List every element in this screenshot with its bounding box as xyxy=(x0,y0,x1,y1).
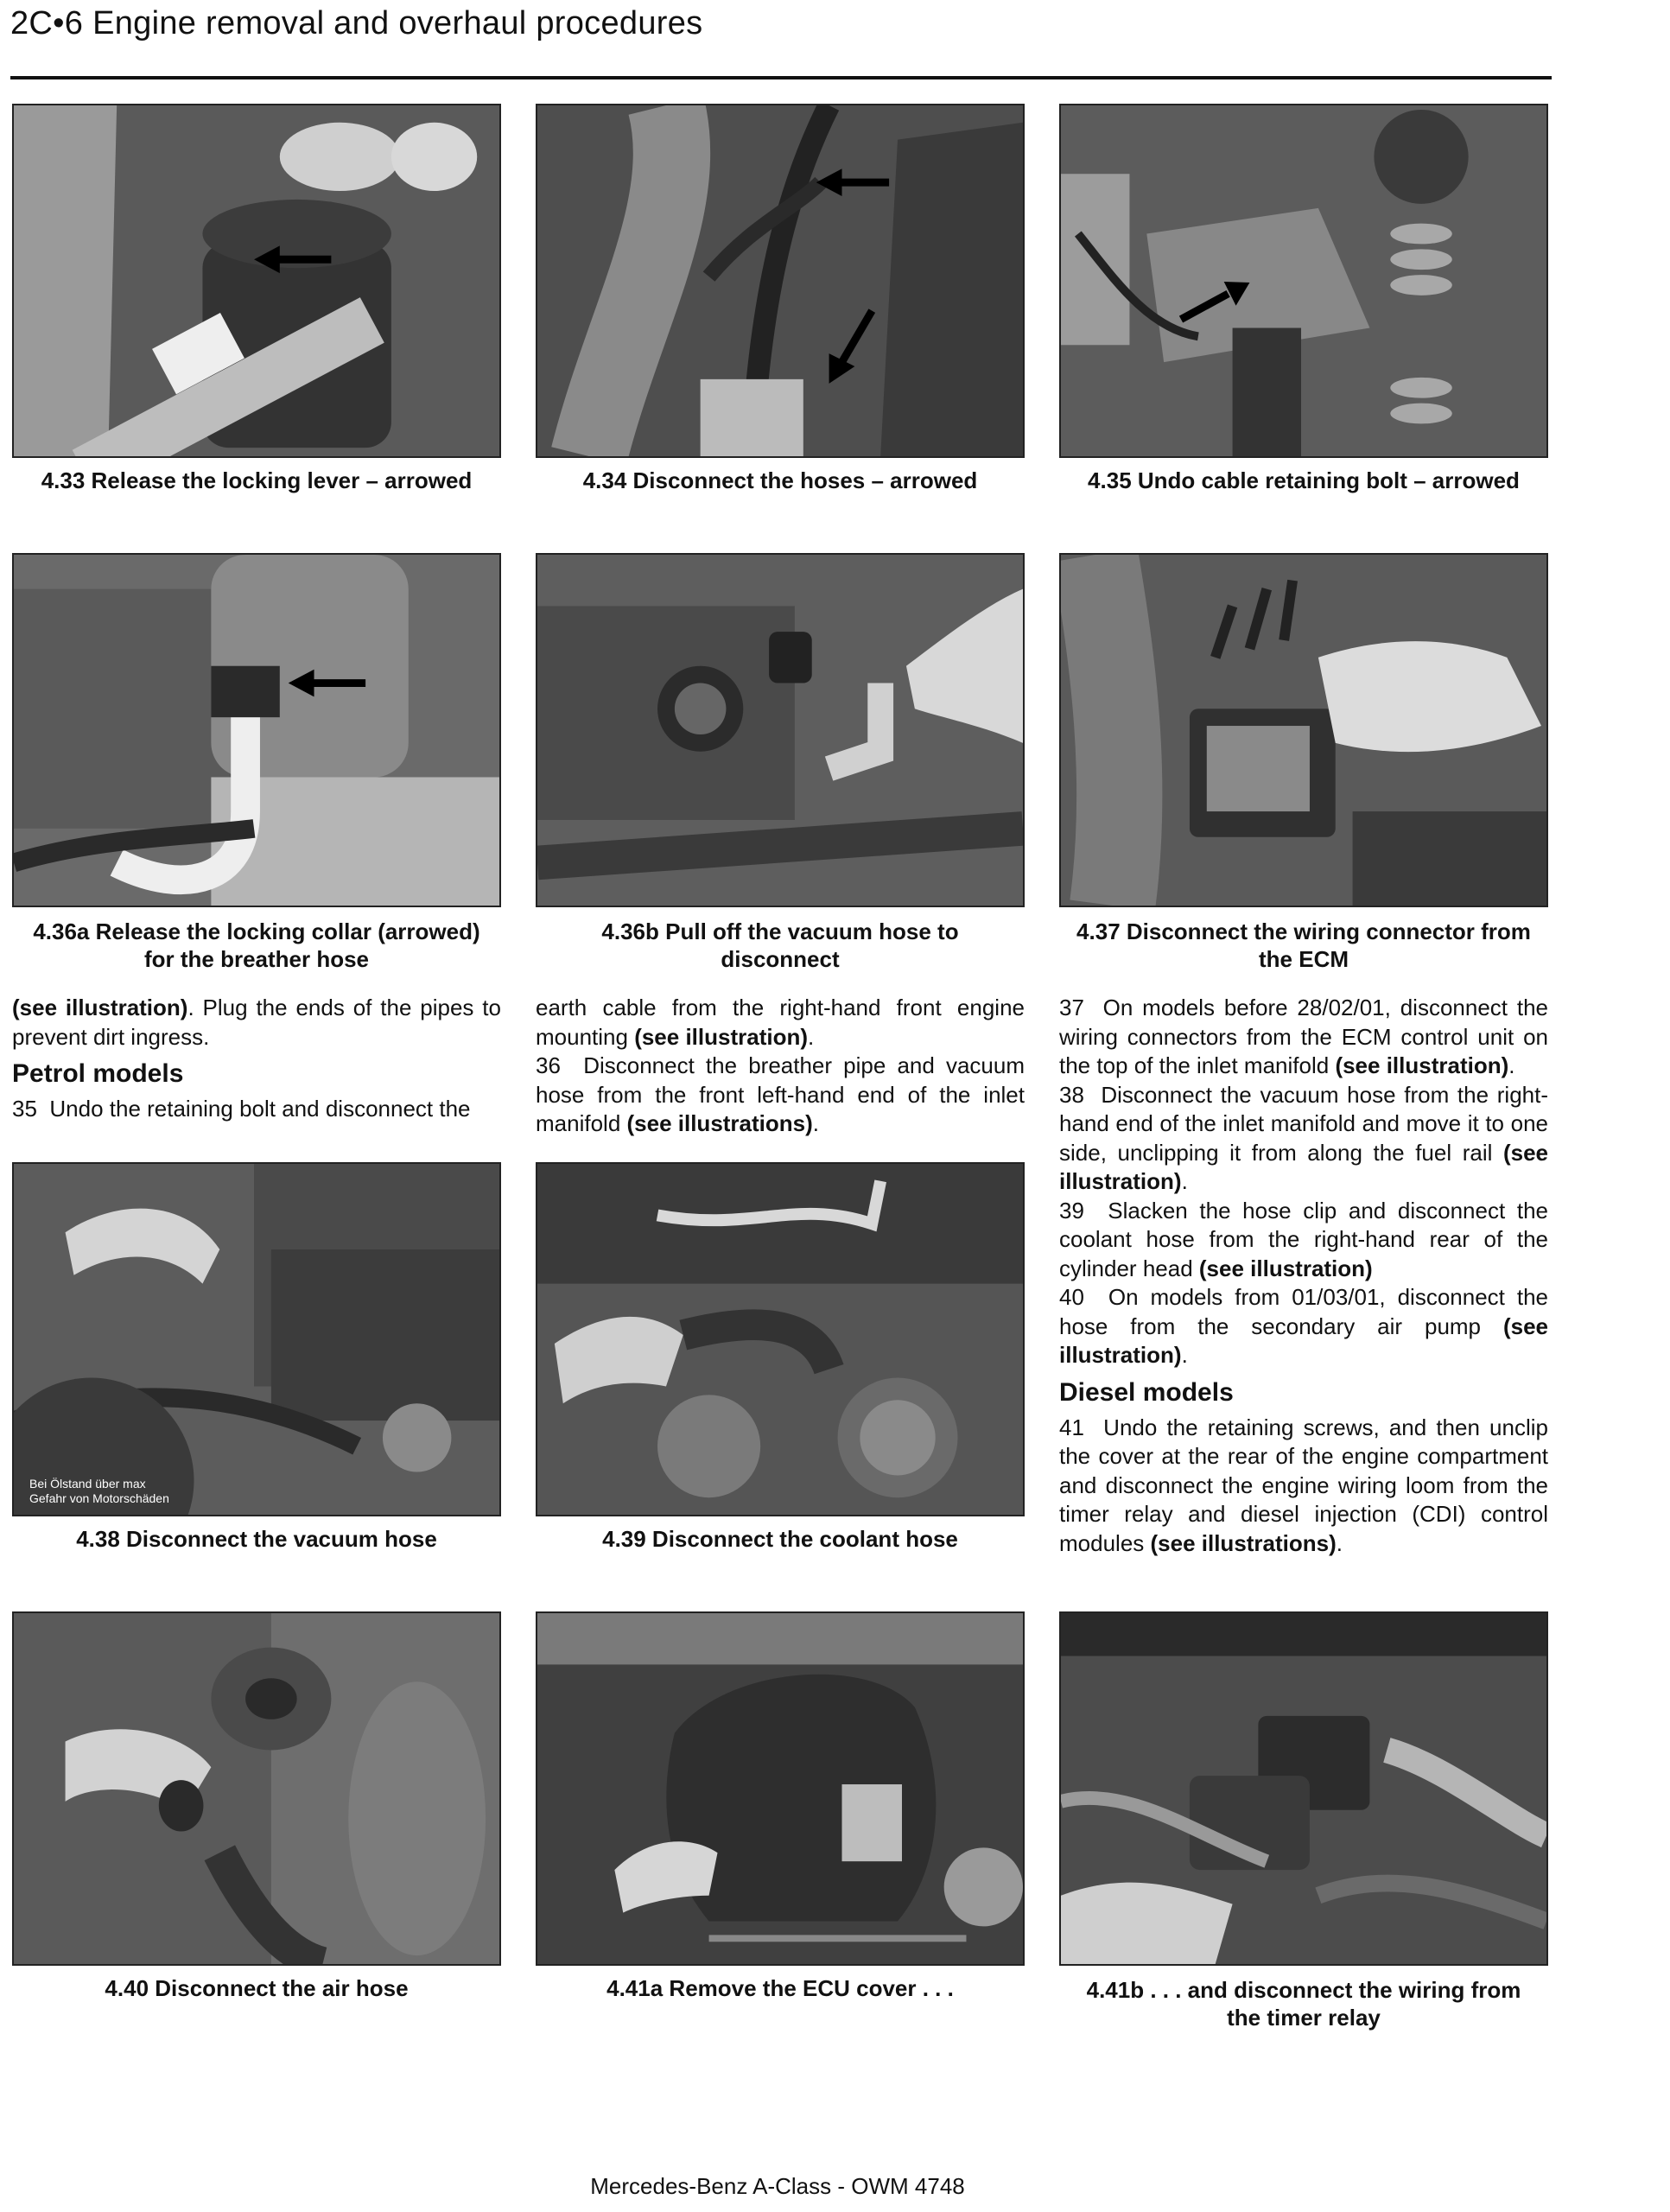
paragraph xyxy=(536,1052,1025,1139)
text-column-2 xyxy=(536,994,1025,1139)
photo-4-38 xyxy=(12,1162,501,1516)
punct: . xyxy=(1181,1342,1188,1368)
paragraph xyxy=(1059,1081,1548,1197)
bold-ref: (see illustration) xyxy=(634,1023,809,1050)
caption-line: for the breather hose xyxy=(143,946,370,972)
figure-caption: 4.41a Remove the ECU cover . . . xyxy=(606,1975,954,2001)
step-number: 39 xyxy=(1059,1197,1084,1224)
label-text xyxy=(29,1477,169,1506)
bold-ref: (see illustration) xyxy=(1335,1052,1509,1078)
figure-caption xyxy=(1059,918,1548,973)
step-number: 37 xyxy=(1059,995,1084,1020)
figure-caption xyxy=(12,918,501,973)
figure-4-39 xyxy=(536,1162,1025,1560)
bold-ref: (see illustration) xyxy=(1059,1313,1548,1368)
section-heading: Diesel models xyxy=(1059,1377,1234,1407)
caption-line: 4.41b . . . and disconnect the wiring from xyxy=(1086,1977,1521,2003)
photo-4-35 xyxy=(1059,104,1548,458)
step-number: 40 xyxy=(1059,1284,1084,1310)
figure-caption xyxy=(536,918,1025,973)
text-column-1 xyxy=(12,994,501,1124)
punct: . xyxy=(1508,1052,1515,1078)
paragraph-text: Disconnect the breather pipe and vacuum hose from the front left-hand end of the inlet manifold xyxy=(536,1052,1025,1136)
figure-4-41a xyxy=(536,1611,1025,2009)
figure-caption: 4.40 Disconnect the air hose xyxy=(105,1975,409,2001)
photo-4-41a xyxy=(536,1611,1025,1966)
text-column-3 xyxy=(1059,994,1548,1558)
step-number: 35 xyxy=(12,1096,37,1122)
figure-4-41b xyxy=(1059,1611,1548,2035)
photo-4-36b xyxy=(536,553,1025,907)
paragraph-text: earth cable from the right-hand front engine mounting xyxy=(536,995,1025,1050)
label-line: Gefahr von Motorschäden xyxy=(29,1491,169,1505)
paragraph xyxy=(1059,1414,1548,1559)
caption-line: disconnect xyxy=(721,946,840,972)
figure-4-33 xyxy=(12,104,501,501)
page-title: Engine removal and overhaul procedures xyxy=(92,5,703,41)
photo-4-41b xyxy=(1059,1611,1548,1966)
paragraph-text: Disconnect the vacuum hose from the right-hand end of the inlet manifold and move it to one side, unclipping it from along the fuel rail xyxy=(1059,1081,1549,1166)
paragraph-text: Undo the retaining bolt and disconnect the xyxy=(49,1096,471,1122)
punct: . xyxy=(808,1023,815,1050)
figure-4-37 xyxy=(1059,553,1548,976)
page-footer: Mercedes-Benz A-Class - OWM 4748 xyxy=(590,2173,965,2199)
paragraph-text: Slacken the hose clip and disconnect the coolant hose from the right-hand rear of the cylinder head xyxy=(1059,1197,1548,1281)
figure-caption: 4.34 Disconnect the hoses – arrowed xyxy=(582,467,978,493)
figure-caption xyxy=(1059,1976,1548,2031)
punct: . xyxy=(812,1110,820,1136)
figure-4-40 xyxy=(12,1611,501,2009)
bold-ref: (see illustration) xyxy=(12,995,188,1020)
paragraph xyxy=(1059,994,1548,1081)
page-header xyxy=(10,5,702,42)
photo-4-36a xyxy=(12,553,501,907)
paragraph xyxy=(1059,1197,1548,1284)
figure-caption: 4.35 Undo cable retaining bolt – arrowed xyxy=(1088,467,1520,493)
paragraph xyxy=(1059,1283,1548,1370)
paragraph-text: Undo the retaining screws, and then unclip the cover at the rear of the engine compartment and disconnect the engine wiring loom from the timer relay and diesel injection (CDI) control modules xyxy=(1059,1414,1548,1556)
step-number: 36 xyxy=(536,1052,561,1078)
caption-line: the timer relay xyxy=(1227,2005,1381,2031)
label-line: Bei Ölstand über max xyxy=(29,1477,146,1491)
figure-caption: 4.33 Release the locking lever – arrowed xyxy=(41,467,473,493)
paragraph-text: On models before 28/02/01, disconnect the wiring connectors from the ECM control unit on the top of the inlet manifold xyxy=(1059,995,1548,1078)
bold-ref: (see illustrations) xyxy=(1150,1529,1337,1556)
step-number: 38 xyxy=(1059,1081,1084,1108)
figure-4-34 xyxy=(536,104,1025,501)
paragraph xyxy=(536,994,1025,1052)
header-rule xyxy=(10,76,1552,79)
photo-4-37 xyxy=(1059,553,1548,907)
bold-ref: (see illustration) xyxy=(1198,1255,1373,1281)
figure-caption: 4.38 Disconnect the vacuum hose xyxy=(76,1526,437,1552)
caption-line: 4.37 Disconnect the wiring connector from xyxy=(1076,918,1531,944)
figure-4-36a xyxy=(12,553,501,976)
photo-4-33 xyxy=(12,104,501,458)
paragraph-text: . Plug the ends of the pipes to prevent dirt ingress. xyxy=(12,995,501,1050)
figure-4-38 xyxy=(12,1162,501,1560)
photo-4-39 xyxy=(536,1162,1025,1516)
paragraph xyxy=(12,1095,501,1124)
caption-line: 4.36a Release the locking collar (arrowed) xyxy=(33,918,480,944)
figure-4-35 xyxy=(1059,104,1548,501)
page-id: 2C•6 xyxy=(10,5,84,41)
bold-ref: (see illustration) xyxy=(1059,1139,1548,1194)
caption-line: the ECM xyxy=(1259,946,1349,972)
photo-4-40 xyxy=(12,1611,501,1966)
punct: . xyxy=(1336,1529,1343,1556)
caption-line: 4.36b Pull off the vacuum hose to xyxy=(601,918,959,944)
bold-ref: (see illustrations) xyxy=(626,1110,813,1136)
paragraph xyxy=(12,994,501,1052)
figure-4-36b xyxy=(536,553,1025,976)
step-number: 41 xyxy=(1059,1414,1084,1440)
figure-caption: 4.39 Disconnect the coolant hose xyxy=(602,1526,958,1552)
paragraph-text: On models from 01/03/01, disconnect the hose from the secondary air pump xyxy=(1059,1284,1548,1339)
punct: . xyxy=(1181,1168,1188,1194)
section-heading: Petrol models xyxy=(12,1059,184,1088)
photo-4-34 xyxy=(536,104,1025,458)
